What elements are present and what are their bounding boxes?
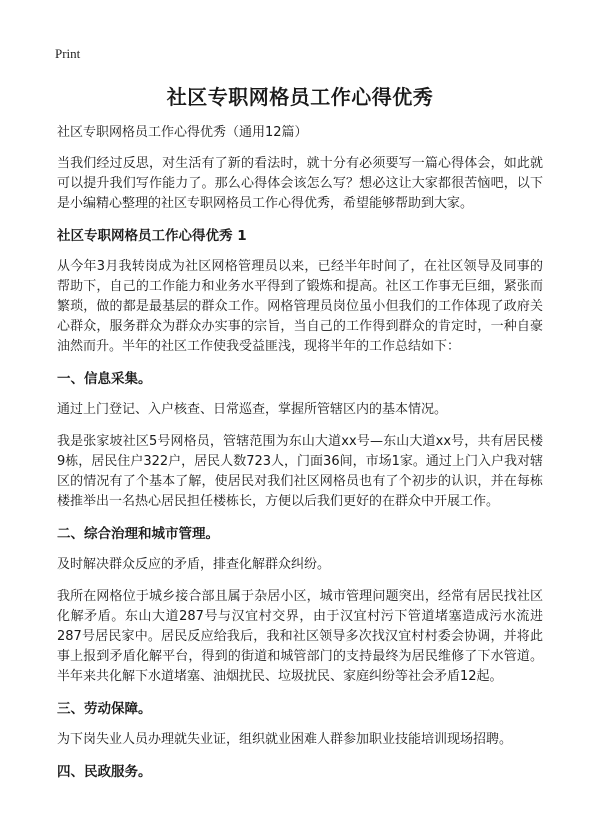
governance-detail: 我所在网格位于城乡接合部且属于杂居小区，城市管理问题突出，经常有居民找社区化解矛盾。东山大道287号与汉宜村交界，由于汉宜村污下管道堵塞造成污水流进287号居民家中。居民反应给我后，我和社区领导多次找汉宜村村委会协调，并将此事上报到矛盾化解平台，得到的街道和城管部门的支持最终为居民维修了下水管道。半年来共化解下水道堵塞、油烟扰民、垃圾扰民、家庭纠纷等社会矛盾12起。	[57, 589, 543, 684]
labor-security-summary: 为下岗失业人员办理就失业证，组织就业困难人群参加职业技能培训现场招聘。	[57, 732, 513, 747]
print-link[interactable]: Print	[55, 46, 81, 61]
opening-paragraph: 从今年3月我转岗成为社区网格管理员以来，已经半年时间了，在社区领导及同事的帮助下，自己的工作能力和业务水平得到了锻炼和提高。社区工作事无巨细，紧张而繁琐，做的都是最基层的群众工作。网格管理员岗位虽小但我们的工作体现了政府关心群众，服务群众为群众办实事的宗旨，当自己的工作得到群众的肯定时，一种自豪油然而升。半年的社区工作使我受益匪浅，现将半年的工作总结如下：	[57, 259, 543, 354]
info-collection-detail: 我是张家坡社区5号网格员，管辖范围为东山大道xx号—东山大道xx号，共有居民楼9栋，居民住户322户，居民人数723人，门面36间，市场1家。通过上门入户我对辖区的情况有了个基本了解，使居民对我们社区网格员也有了个初步的认识，并在每栋楼推举出一名热心居民担任楼栋长，方便以后我们更好的在群众中开展工作。	[57, 434, 543, 509]
heading-info-collection: 一、信息采集。	[57, 371, 152, 387]
page-title: 社区专职网格员工作心得优秀	[166, 85, 434, 109]
intro-paragraph: 当我们经过反思，对生活有了新的看法时，就十分有必须要写一篇心得体会，如此就可以提升我们写作能力了。那么心得体会该怎么写？想必这让大家都很苦恼吧，以下是小编精心整理的社区专职网格员工作心得优秀，希望能够帮助到大家。	[57, 156, 543, 211]
heading-labor-security: 三、劳动保障。	[57, 701, 152, 717]
heading-civil-affairs: 四、民政服务。	[57, 764, 152, 780]
governance-summary: 及时解决群众反应的矛盾，排查化解群众纠纷。	[57, 557, 331, 572]
document-subtitle: 社区专职网格员工作心得优秀（通用12篇）	[57, 125, 308, 140]
heading-governance: 二、综合治理和城市管理。	[57, 526, 219, 542]
info-collection-summary: 通过上门登记、入户核查、日常巡查，掌握所管辖区内的基本情况。	[57, 402, 448, 417]
section-title: 社区专职网格员工作心得优秀 1	[57, 228, 247, 244]
